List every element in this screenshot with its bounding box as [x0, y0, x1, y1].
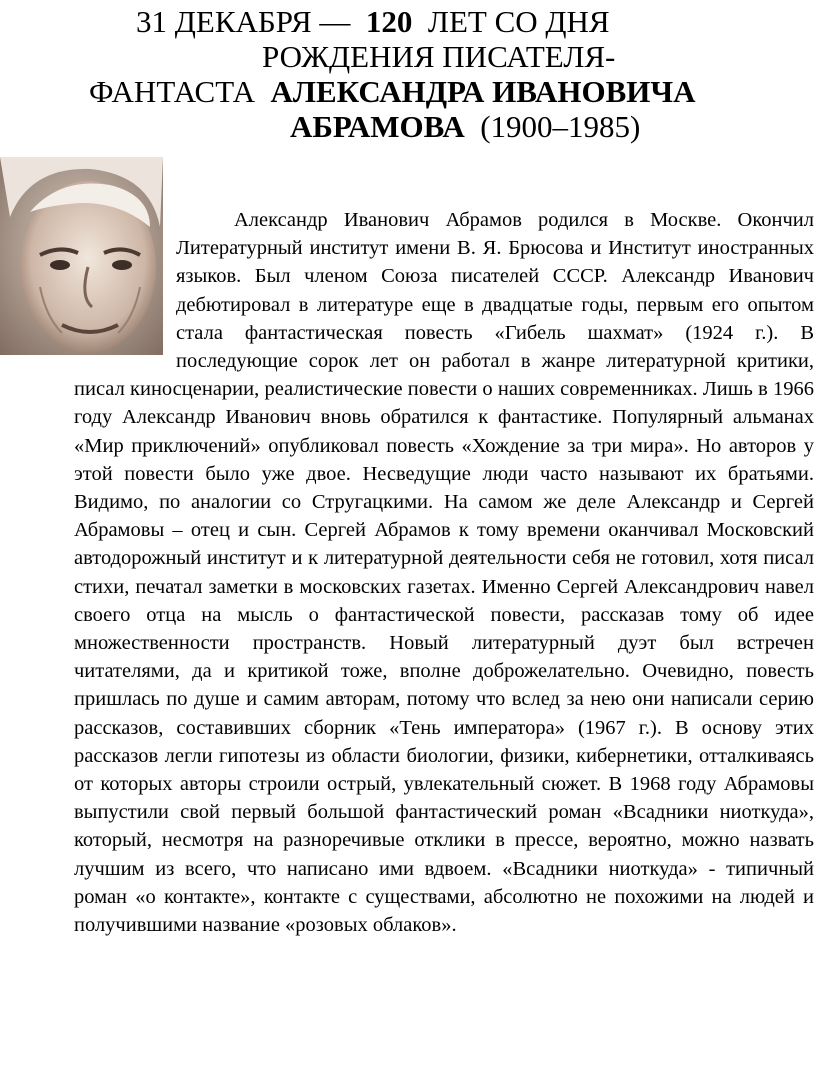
title-line-3 — [40, 74, 816, 109]
title-line-1 — [40, 4, 816, 39]
title-date: 31 ДЕКАБРЯ — — [136, 4, 351, 39]
title-years-text: ЛЕТ СО ДНЯ — [427, 4, 610, 39]
title-genre: ФАНТАСТА — [89, 74, 256, 109]
title-anniversary-number: 120 — [365, 4, 413, 39]
biography-text: Александр Иванович Абрамов родился в Москве. Окончил Литературный институт имени В. Я. Брюсова и Институт иностранных языков. Был членом Союза писателей СССР. Александр Иванович дебютировал в литературе еще в двадцатые годы, первым его опытом стала фантастическая повесть «Гибель шахмат» (1924 г.). В последующие сорок лет он работал в жанре литературной критики, писал киносценарии, реалистические повести о наших современниках. Лишь в 1966 году Александр Иванович вновь обратился к фантастике. Популярный альманах «Мир приключений» опубликовал повесть «Хождение за три мира». Но авторов у этой повести было уже двое. Несведущие люди часто называют их братьями. Видимо, по аналогии со Стругацкими. На самом же деле Александр и Сергей Абрамовы – отец и сын. Сергей Абрамов к тому времени оканчивал Московский автодорожный институт и к литературной деятельности себя не готовил, хотя писал стихи, печатал заметки в московских газетах. Именно Сергей Александрович навел своего отца на мысль о фантастической повести, рассказав тому об идее множественности пространств. Новый литературный дуэт был встречен читателями, да и критикой тоже, вполне доброжелательно. Очевидно, повесть пришлась по душе и самим авторам, потому что вслед за нею они написали серию рассказов, составивших сборник «Тень императора» (1967 г.). В основу этих рассказов легли гипотезы из области биологии, физики, кибернетики, отталкиваясь от которых авторы строили острый, увлекательный сюжет. В 1968 году Абрамовы выпустили свой первый большой фантастический роман «Всадники ниоткуда», который, несмотря на разноречивые отклики в прессе, вероятно, можно назвать лучшим из всего, что написано ими вдвоем. «Всадники ниоткуда» - типичный роман «о контакте», контакте с существами, абсолютно не похожими на людей и получившими название «розовых облаков». — [74, 209, 814, 937]
title-author-surname: АБРАМОВА — [290, 109, 465, 144]
title-line-2: РОЖДЕНИЯ ПИСАТЕЛЯ- — [262, 39, 616, 74]
title-lifespan: (1900–1985) — [480, 109, 641, 144]
page-title — [40, 4, 816, 144]
title-line-4 — [40, 109, 816, 144]
title-author-name: АЛЕКСАНДРА ИВАНОВИЧА — [270, 74, 696, 109]
biography-paragraph — [74, 206, 814, 939]
